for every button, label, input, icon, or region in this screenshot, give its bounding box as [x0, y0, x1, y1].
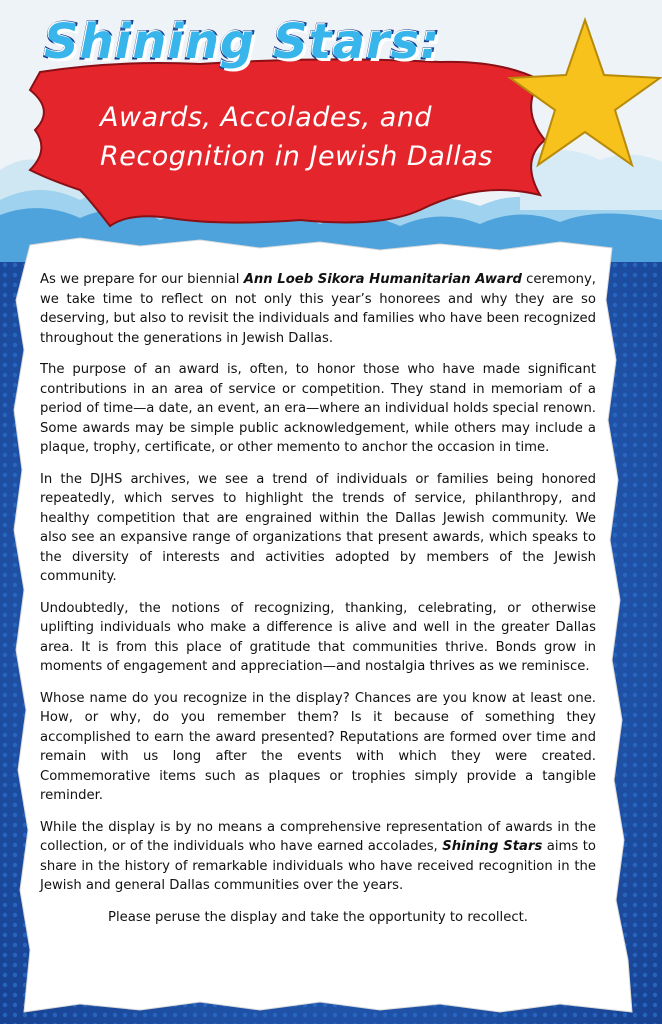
paragraph-1-text-b: ceremony, we take time to reflect on not only this year’s honorees and why they are so deserving, but also to revisit the individuals and families who have been recognized throughout the generations in Jewish Dallas. — [40, 272, 597, 346]
closing-line: Please peruse the display and take the opportunity to recollect. — [108, 909, 528, 925]
exhibit-subtitle — [100, 98, 520, 176]
subtitle-line-1: Awards, Accolades, and — [100, 102, 433, 133]
exhibit-name-inline: Shining Stars — [442, 839, 543, 854]
paragraph-2: The purpose of an award is, often, to honor those who have made significant contributions in an area of service or competition. They stand in memoriam of a period of time—a date, an event, an era—where an individual holds special renown. Some awards may be simple public acknowledgement, while others may include a plaque, trophy, certificate, or other memento to anchor the occasion in time. — [40, 362, 596, 455]
paragraph-6 — [40, 818, 596, 896]
paragraph-4: Undoubtedly, the notions of recognizing, thanking, celebrating, or otherwise uplifting individuals who make a difference is alive and well in the greater Dallas area. It is from this place of gratitude that communities thrive. Bonds grow in moments of engagement and appreciation—and nostalgia thrives as we reminisce. — [40, 600, 596, 674]
paragraph-3: In the DJHS archives, we see a trend of individuals or families being honored repeatedly, which serves to highlight the trends of service, philanthropy, and healthy competition that are engrained within the Dallas Jewish community. We also see an expansive range of organizations that present awards, which speaks to the diversity of interests and activities adopted by members of the Jewish community. — [40, 471, 596, 584]
award-name: Ann Loeb Sikora Humanitarian Award — [243, 272, 522, 287]
subtitle-line-2: Recognition in Jewish Dallas — [100, 141, 493, 172]
paragraph-1-text-a: As we prepare for our biennial — [40, 272, 244, 287]
paragraph-6-text-b: aims to share in the history of remarkable individuals who have received recognition in the Jewish and general Dallas communities over the years. — [40, 839, 596, 893]
body-text — [40, 270, 596, 939]
exhibit-title: Shining Stars: — [44, 14, 441, 70]
paragraph-6-text-a: While the display is by no means a comprehensive representation of awards in the collection, or of the individuals who have earned accolades, — [40, 819, 596, 854]
paragraph-5: Whose name do you recognize in the display? Chances are you know at least one. How, or why, do you remember them? Is it because of something they accomplished to earn the award presented? Reputations are formed over time and remain with us long after the events with which they were created. Commemorative items such as plaques or trophies simply provide a tangible reminder. — [40, 690, 596, 803]
paragraph-1 — [40, 270, 596, 348]
